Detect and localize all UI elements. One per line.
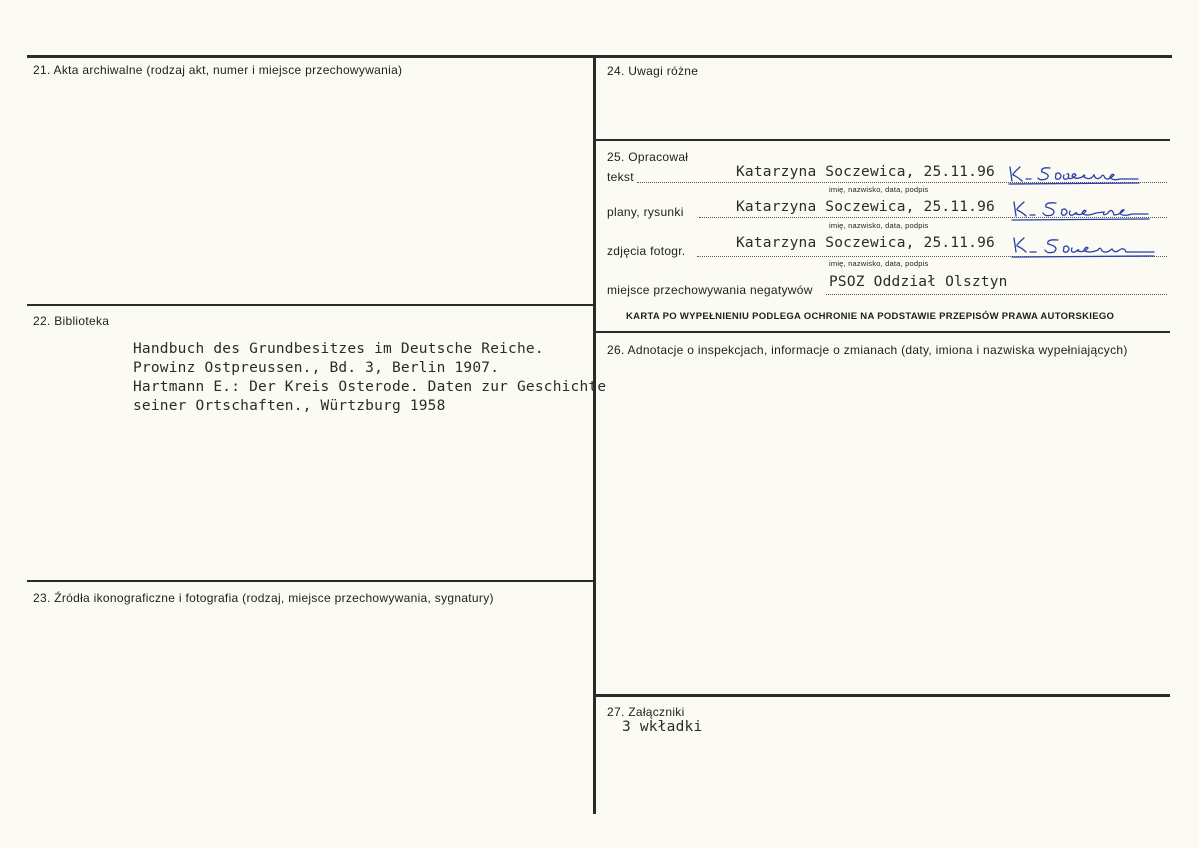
drawings-author-value: Katarzyna Soczewica, 25.11.96: [736, 199, 995, 215]
photos-author-signature: [1008, 232, 1158, 260]
text-author-signature: [1004, 159, 1144, 187]
section-22-label: 22. Biblioteka: [33, 314, 110, 328]
text-author-label: tekst: [607, 170, 634, 184]
bibliography-list: [133, 340, 606, 416]
photos-author-caption: imię, nazwisko, data, podpis: [829, 259, 929, 268]
bibliography-entry: Handbuch des Grundbesitzes im Deutsche Reiche.: [133, 341, 544, 357]
text-author-caption: imię, nazwisko, data, podpis: [829, 185, 929, 194]
center-divider: [593, 56, 596, 814]
bibliography-entry: seiner Ortschaften., Würtzburg 1958: [133, 398, 446, 414]
top-border: [27, 55, 1172, 58]
section-24-label: 24. Uwagi różne: [607, 64, 699, 78]
divider-24-25: [594, 139, 1170, 141]
negatives-label: miejsce przechowywania negatywów: [607, 283, 813, 297]
divider-26-27: [594, 694, 1170, 697]
section-23-label: 23. Źródła ikonograficzne i fotografia (rodzaj, miejsce przechowywania, sygnatury): [33, 591, 494, 605]
divider-22-23: [27, 580, 594, 582]
section-25-label: 25. Opracował: [607, 150, 689, 164]
section-26-label: 26. Adnotacje o inspekcjach, informacje o zmianach (daty, imiona i nazwiska wypełniających): [607, 343, 1128, 357]
text-author-value: Katarzyna Soczewica, 25.11.96: [736, 164, 995, 180]
section-21-label: 21. Akta archiwalne (rodzaj akt, numer i miejsce przechowywania): [33, 63, 403, 77]
drawings-author-signature: [1008, 195, 1153, 223]
section-27-label: 27. Załączniki: [607, 705, 685, 719]
attachments-value: 3 wkładki: [622, 719, 703, 735]
bibliography-entry: Prowinz Ostpreussen., Bd. 3, Berlin 1907.: [133, 360, 500, 376]
drawings-author-label: plany, rysunki: [607, 205, 684, 219]
photos-author-value: Katarzyna Soczewica, 25.11.96: [736, 235, 995, 251]
bibliography-entry: Hartmann E.: Der Kreis Osterode. Daten zur Geschichte: [133, 379, 607, 395]
photos-author-label: zdjęcia fotogr.: [607, 244, 686, 258]
negatives-line: [826, 294, 1167, 295]
drawings-author-caption: imię, nazwisko, data, podpis: [829, 221, 929, 230]
divider-25-26: [594, 331, 1170, 333]
divider-21-22: [27, 304, 594, 306]
copyright-notice: KARTA PO WYPEŁNIENIU PODLEGA OCHRONIE NA PODSTAWIE PRZEPISÓW PRAWA AUTORSKIEGO: [626, 311, 1115, 322]
negatives-value: PSOZ Oddział Olsztyn: [829, 274, 1008, 290]
